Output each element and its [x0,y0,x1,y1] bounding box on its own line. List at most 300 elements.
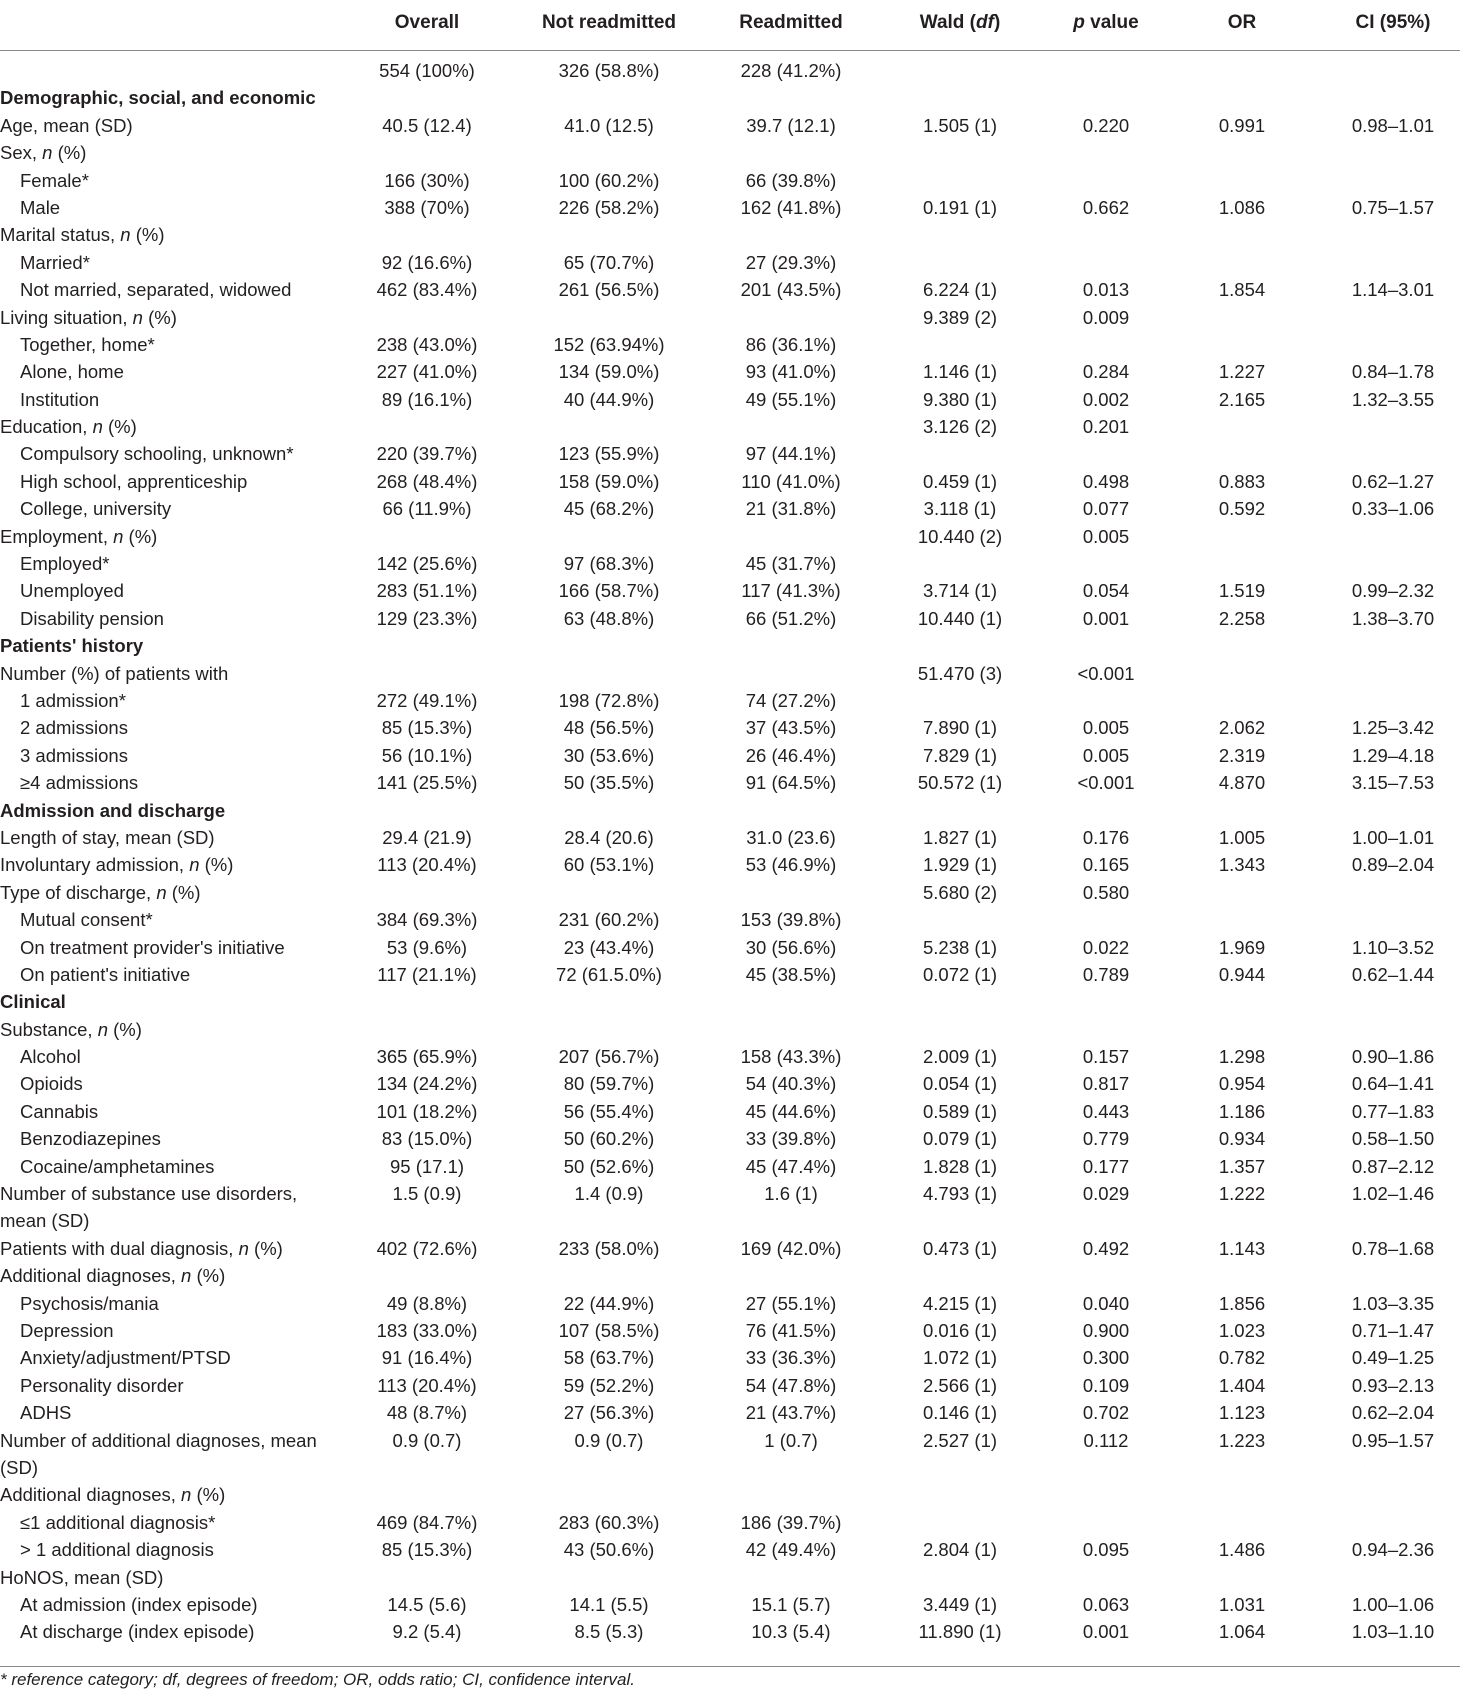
cell-wald: 1.827 (1) [922,826,998,848]
cell-readmitted: 31.0 (23.6) [746,826,836,848]
cell-p: 0.001 [1082,607,1130,629]
row-label: Mutual consent* [20,909,153,931]
cell-or: 1.227 [1218,361,1266,383]
row-label: At discharge (index episode) [20,1621,255,1643]
row-label: Psychosis/mania [20,1292,159,1314]
cell-readmitted: 21 (43.7%) [745,1402,837,1424]
cell-wald: 5.680 (2) [922,881,998,903]
cell-p: 0.300 [1082,1347,1130,1369]
cell-wald: 7.890 (1) [922,717,998,739]
cell-or: 1.343 [1218,854,1266,876]
cell-not-readmitted: 8.5 (5.3) [574,1621,644,1643]
cell-readmitted: 45 (47.4%) [745,1155,837,1177]
cell-not-readmitted: 63 (48.8%) [563,607,655,629]
cell-p: 0.201 [1082,416,1130,438]
cell-readmitted: 76 (41.5%) [745,1319,837,1341]
cell-overall: 113 (20.4%) [377,854,477,876]
cell-p: 0.013 [1082,279,1130,301]
cell-or: 1.005 [1218,826,1266,848]
table-row [0,879,1460,906]
cell-not-readmitted: 50 (35.5%) [563,772,655,794]
cell-readmitted: 33 (36.3%) [745,1347,837,1369]
cell-not-readmitted: 326 (58.8%) [558,60,660,81]
row-label: Together, home* [20,333,155,355]
cell-ci: 0.94–2.36 [1351,1539,1435,1561]
cell-readmitted: 54 (40.3%) [745,1073,837,1095]
row-label: Demographic, social, and economic [0,87,316,109]
cell-ci: 1.00–1.06 [1351,1593,1435,1615]
table-row [0,906,1460,933]
cell-p: 0.284 [1082,361,1130,383]
cell-readmitted: 45 (31.7%) [745,553,837,575]
cell-or: 2.258 [1218,607,1266,629]
cell-p: 0.900 [1082,1319,1130,1341]
cell-ci: 0.84–1.78 [1351,361,1435,383]
cell-or: 1.486 [1218,1539,1266,1561]
cell-ci: 1.10–3.52 [1351,936,1435,958]
cell-or: 0.883 [1218,470,1266,492]
row-label: Male [20,196,61,218]
table-row [0,1317,1460,1344]
cell-p: 0.005 [1082,525,1130,547]
table-row [0,1098,1460,1125]
cell-overall: 183 (33.0%) [376,1319,478,1341]
cell-not-readmitted: 60 (53.1%) [563,854,655,876]
cell-not-readmitted: 43 (50.6%) [563,1539,655,1561]
cell-not-readmitted: 233 (58.0%) [558,1237,660,1259]
cell-not-readmitted: 231 (60.2%) [558,909,660,931]
cell-readmitted: 49 (55.1%) [745,388,837,410]
cell-or: 1.123 [1218,1402,1266,1424]
cell-wald: 0.191 (1) [922,196,998,218]
cell-p: 0.002 [1082,388,1130,410]
cell-or: 0.934 [1218,1128,1266,1150]
cell-overall: 272 (49.1%) [376,689,478,711]
cell-wald: 0.459 (1) [922,470,998,492]
cell-or: 0.944 [1218,963,1266,985]
cell-overall: 283 (51.1%) [376,580,478,602]
cell-overall: 220 (39.7%) [376,443,478,465]
cell-ci: 3.15–7.53 [1351,772,1435,794]
table-row [0,523,1460,550]
cell-or: 1.856 [1218,1292,1266,1314]
cell-wald: 3.118 (1) [923,498,997,520]
cell-readmitted: 37 (43.5%) [745,717,837,739]
cell-ci: 1.25–3.42 [1351,717,1435,739]
section-header [0,797,1460,824]
cell-ci: 0.89–2.04 [1351,854,1435,876]
table-row [0,1125,1460,1152]
cell-ci: 1.14–3.01 [1351,279,1435,301]
cell-wald: 4.793 (1) [922,1183,998,1205]
table-row [0,769,1460,796]
cell-overall: 91 (16.4%) [381,1347,473,1369]
table-row [0,1070,1460,1097]
cell-readmitted: 30 (56.6%) [745,936,837,958]
cell-wald: 3.126 (2) [922,416,998,438]
row-label: 3 admissions [20,744,128,766]
table-row [0,1235,1460,1262]
row-label: Cocaine/amphetamines [20,1155,215,1177]
cell-or: 1.031 [1218,1593,1266,1615]
cell-p: 0.029 [1082,1183,1130,1205]
cell-not-readmitted: 50 (52.6%) [563,1155,655,1177]
cell-ci: 0.62–1.27 [1351,470,1435,492]
cell-overall: 49 (8.8%) [386,1292,468,1314]
cell-p: 0.001 [1082,1621,1130,1643]
row-label: Number of additional diagnoses, mean (SD) [0,1429,317,1478]
table-row [0,1427,1460,1482]
row-label: Number of substance use disorders, mean (SD) [0,1183,298,1232]
table-row [0,961,1460,988]
table-row [0,249,1460,276]
row-label: Marital status, n (%) [0,224,165,246]
cell-overall: 113 (20.4%) [377,1374,477,1396]
cell-overall: 29.4 (21.9) [382,826,472,848]
table-row [0,714,1460,741]
cell-readmitted: 201 (43.5%) [740,279,842,301]
cell-not-readmitted: 58 (63.7%) [563,1347,655,1369]
cell-overall: 95 (17.1) [389,1155,465,1177]
table-row [0,57,1460,84]
cell-p: 0.009 [1082,306,1130,328]
cell-p: 0.005 [1082,744,1130,766]
cell-overall: 129 (23.3%) [376,607,478,629]
row-label: Employed* [20,553,110,575]
cell-wald: 7.829 (1) [922,744,998,766]
cell-readmitted: 10.3 (5.4) [751,1621,831,1643]
table-row [0,139,1460,166]
cell-not-readmitted: 283 (60.3%) [558,1511,660,1533]
cell-not-readmitted: 166 (58.7%) [558,580,660,602]
cell-p: 0.817 [1082,1073,1130,1095]
cell-readmitted: 21 (31.8%) [745,498,837,520]
cell-overall: 9.2 (5.4) [392,1621,462,1643]
row-label: Employment, n (%) [0,525,158,547]
table-header [0,0,1460,51]
cell-wald: 50.572 (1) [917,772,1003,794]
cell-ci: 0.95–1.57 [1351,1429,1435,1451]
cell-or: 1.186 [1218,1100,1266,1122]
table-row [0,742,1460,769]
cell-readmitted: 66 (39.8%) [745,169,837,191]
row-label: Sex, n (%) [0,142,87,164]
cell-wald: 2.009 (1) [922,1046,998,1068]
cell-not-readmitted: 56 (55.4%) [563,1100,655,1122]
row-label: Type of discharge, n (%) [0,881,201,903]
cell-overall: 554 (100%) [379,60,475,81]
row-label: Institution [20,388,100,410]
col-header-wald: Wald (df) [919,12,1001,33]
row-label: Involuntary admission, n (%) [0,854,234,876]
cell-not-readmitted: 14.1 (5.5) [569,1593,649,1615]
cell-p: <0.001 [1077,772,1135,794]
cell-not-readmitted: 80 (59.7%) [563,1073,655,1095]
cell-wald: 9.389 (2) [922,306,998,328]
table-row [0,167,1460,194]
table-row [0,1564,1460,1591]
cell-readmitted: 1 (0.7) [764,1429,818,1451]
cell-ci: 1.03–1.10 [1351,1621,1435,1643]
table-row [0,194,1460,221]
cell-wald: 3.449 (1) [922,1593,998,1615]
row-label: Disability pension [20,607,164,629]
table-row [0,440,1460,467]
cell-ci: 0.71–1.47 [1351,1319,1435,1341]
table-row [0,1509,1460,1536]
cell-readmitted: 42 (49.4%) [745,1539,837,1561]
row-label: Cannabis [20,1100,99,1122]
table-row [0,112,1460,139]
table-row [0,1180,1460,1235]
cell-p: 0.176 [1082,826,1130,848]
table-row [0,1262,1460,1289]
cell-p: 0.165 [1082,854,1130,876]
cell-overall: 134 (24.2%) [376,1073,478,1095]
cell-overall: 48 (8.7%) [386,1402,468,1424]
cell-wald: 11.890 (1) [918,1621,1002,1643]
cell-or: 1.223 [1218,1429,1266,1451]
cell-p: 0.040 [1082,1292,1130,1314]
row-label: Depression [20,1319,114,1341]
cell-or: 2.062 [1218,717,1266,739]
cell-wald: 10.440 (2) [917,525,1003,547]
cell-p: 0.022 [1082,936,1130,958]
cell-ci: 1.38–3.70 [1351,607,1435,629]
cell-or: 1.404 [1218,1374,1266,1396]
cell-overall: 92 (16.6%) [381,251,473,273]
cell-readmitted: 26 (46.4%) [745,744,837,766]
cell-overall: 0.9 (0.7) [392,1429,462,1451]
cell-readmitted: 74 (27.2%) [745,689,837,711]
cell-or: 1.086 [1218,196,1266,218]
table-row [0,358,1460,385]
cell-or: 2.165 [1218,388,1266,410]
cell-or: 4.870 [1218,772,1266,794]
row-label: Personality disorder [20,1374,184,1396]
cell-not-readmitted: 22 (44.9%) [563,1292,655,1314]
cell-ci: 0.49–1.25 [1351,1347,1435,1369]
table-row [0,331,1460,358]
cell-or: 0.954 [1218,1073,1266,1095]
table-row [0,468,1460,495]
cell-p: 0.157 [1082,1046,1130,1068]
table-row [0,276,1460,303]
cell-not-readmitted: 207 (56.7%) [558,1046,660,1068]
table-row [0,304,1460,331]
cell-not-readmitted: 123 (55.9%) [558,443,660,465]
table-row [0,851,1460,878]
cell-not-readmitted: 97 (68.3%) [563,553,655,575]
cell-overall: 141 (25.5%) [376,772,478,794]
cell-or: 1.969 [1218,936,1266,958]
cell-wald: 0.146 (1) [922,1402,998,1424]
row-label: High school, apprenticeship [20,470,248,492]
row-label: ≥4 admissions [20,772,139,794]
cell-readmitted: 228 (41.2%) [740,60,842,81]
cell-p: 0.077 [1082,498,1130,520]
cell-readmitted: 186 (39.7%) [740,1511,842,1533]
table-row [0,1399,1460,1426]
cell-or: 1.854 [1218,279,1266,301]
cell-readmitted: 45 (38.5%) [745,963,837,985]
cell-overall: 40.5 (12.4) [382,114,472,136]
cell-wald: 0.016 (1) [922,1319,998,1341]
cell-readmitted: 45 (44.6%) [745,1100,837,1122]
cell-wald: 6.224 (1) [922,279,998,301]
cell-readmitted: 86 (36.1%) [745,333,837,355]
row-label: 2 admissions [20,717,128,739]
cell-wald: 1.828 (1) [922,1155,998,1177]
cell-wald: 2.804 (1) [922,1539,998,1561]
cell-ci: 0.33–1.06 [1351,498,1435,520]
cell-readmitted: 39.7 (12.1) [746,114,836,136]
cell-not-readmitted: 198 (72.8%) [558,689,660,711]
cell-overall: 14.5 (5.6) [387,1593,467,1615]
cell-or: 0.782 [1218,1347,1266,1369]
cell-ci: 0.87–2.12 [1351,1155,1435,1177]
cell-readmitted: 93 (41.0%) [745,361,837,383]
table-row [0,550,1460,577]
row-label: Additional diagnoses, n (%) [0,1265,226,1287]
cell-or: 1.357 [1218,1155,1266,1177]
cell-not-readmitted: 158 (59.0%) [558,470,660,492]
cell-ci: 1.03–3.35 [1351,1292,1435,1314]
bottom-rule [0,1666,1460,1667]
cell-wald: 1.146 (1) [922,361,998,383]
cell-p: 0.492 [1082,1237,1130,1259]
table-row [0,1344,1460,1371]
cell-ci: 0.98–1.01 [1351,114,1435,136]
cell-p: <0.001 [1077,662,1135,684]
row-label: At admission (index episode) [20,1593,258,1615]
cell-not-readmitted: 59 (52.2%) [563,1374,655,1396]
section-header [0,632,1460,659]
cell-p: 0.063 [1082,1593,1130,1615]
table-row [0,1290,1460,1317]
row-label: Opioids [20,1073,83,1095]
row-label: 1 admission* [20,689,126,711]
cell-not-readmitted: 45 (68.2%) [563,498,655,520]
cell-or: 1.519 [1218,580,1266,602]
table-row [0,660,1460,687]
row-label: College, university [20,498,172,520]
cell-not-readmitted: 65 (70.7%) [563,251,655,273]
cell-overall: 268 (48.4%) [376,470,478,492]
cell-overall: 53 (9.6%) [386,936,468,958]
cell-ci: 0.77–1.83 [1351,1100,1435,1122]
cell-p: 0.109 [1082,1374,1130,1396]
cell-wald: 9.380 (1) [922,388,998,410]
col-header-overall: Overall [394,12,460,33]
cell-p: 0.779 [1082,1128,1130,1150]
cell-ci: 0.75–1.57 [1351,196,1435,218]
row-label: Living situation, n (%) [0,306,177,328]
table-row [0,1016,1460,1043]
row-label: ADHS [20,1402,72,1424]
cell-not-readmitted: 134 (59.0%) [558,361,660,383]
cell-p: 0.662 [1082,196,1130,218]
cell-ci: 1.32–3.55 [1351,388,1435,410]
cell-or: 1.023 [1218,1319,1266,1341]
row-label: Patients with dual diagnosis, n (%) [0,1237,283,1259]
cell-overall: 56 (10.1%) [381,744,473,766]
cell-readmitted: 97 (44.1%) [745,443,837,465]
table-row [0,1591,1460,1618]
cell-overall: 365 (65.9%) [376,1046,478,1068]
row-label: On patient's initiative [20,963,191,985]
cell-wald: 2.566 (1) [922,1374,998,1396]
cell-not-readmitted: 100 (60.2%) [558,169,660,191]
col-header-readmitted: Readmitted [739,12,843,33]
cell-or: 1.143 [1218,1237,1266,1259]
row-label: Number (%) of patients with [0,662,229,684]
cell-overall: 384 (69.3%) [376,909,478,931]
row-label: Compulsory schooling, unknown* [20,443,294,465]
col-header-ci: CI (95%) [1355,12,1431,33]
cell-p: 0.220 [1082,114,1130,136]
cell-not-readmitted: 261 (56.5%) [558,279,660,301]
cell-or: 1.064 [1218,1621,1266,1643]
row-label: Unemployed [20,580,124,602]
cell-readmitted: 53 (46.9%) [745,854,837,876]
section-header [0,84,1460,111]
cell-readmitted: 110 (41.0%) [741,470,841,492]
col-header-or: OR [1227,12,1257,33]
cell-wald: 0.072 (1) [922,963,998,985]
cell-or: 1.298 [1218,1046,1266,1068]
cell-overall: 101 (18.2%) [376,1100,478,1122]
cell-ci: 0.78–1.68 [1351,1237,1435,1259]
cell-ci: 0.93–2.13 [1351,1374,1435,1396]
cell-ci: 0.58–1.50 [1351,1128,1435,1150]
cell-not-readmitted: 107 (58.5%) [558,1319,660,1341]
table-row [0,1618,1460,1645]
cell-ci: 0.62–2.04 [1351,1402,1435,1424]
cell-readmitted: 54 (47.8%) [745,1374,837,1396]
row-label: Education, n (%) [0,416,137,438]
cell-not-readmitted: 152 (63.94%) [553,333,665,355]
row-label: Length of stay, mean (SD) [0,826,215,848]
table-row [0,221,1460,248]
row-label: > 1 additional diagnosis [20,1539,214,1561]
table-row [0,386,1460,413]
cell-overall: 238 (43.0%) [376,333,478,355]
cell-or: 0.592 [1218,498,1266,520]
cell-overall: 85 (15.3%) [381,1539,473,1561]
cell-wald: 2.527 (1) [922,1429,998,1451]
cell-overall: 117 (21.1%) [377,963,477,985]
cell-p: 0.095 [1082,1539,1130,1561]
footnote: * reference category; df, degrees of freedom; OR, odds ratio; CI, confidence interval. [0,1670,636,1689]
cell-overall: 469 (84.7%) [376,1511,478,1533]
cell-or: 2.319 [1218,744,1266,766]
table-row [0,1481,1460,1508]
row-label: Admission and discharge [0,799,226,821]
cell-not-readmitted: 226 (58.2%) [558,196,660,218]
cell-ci: 0.64–1.41 [1351,1073,1435,1095]
cell-overall: 66 (11.9%) [382,498,472,520]
row-label: Female* [20,169,89,191]
cell-p: 0.498 [1082,470,1130,492]
cell-overall: 142 (25.6%) [376,553,478,575]
cell-readmitted: 15.1 (5.7) [751,1593,831,1615]
cell-wald: 5.238 (1) [922,936,998,958]
row-label: Patients' history [0,635,144,657]
cell-not-readmitted: 1.4 (0.9) [574,1183,644,1205]
table-row [0,1536,1460,1563]
cell-ci: 1.02–1.46 [1351,1183,1435,1205]
